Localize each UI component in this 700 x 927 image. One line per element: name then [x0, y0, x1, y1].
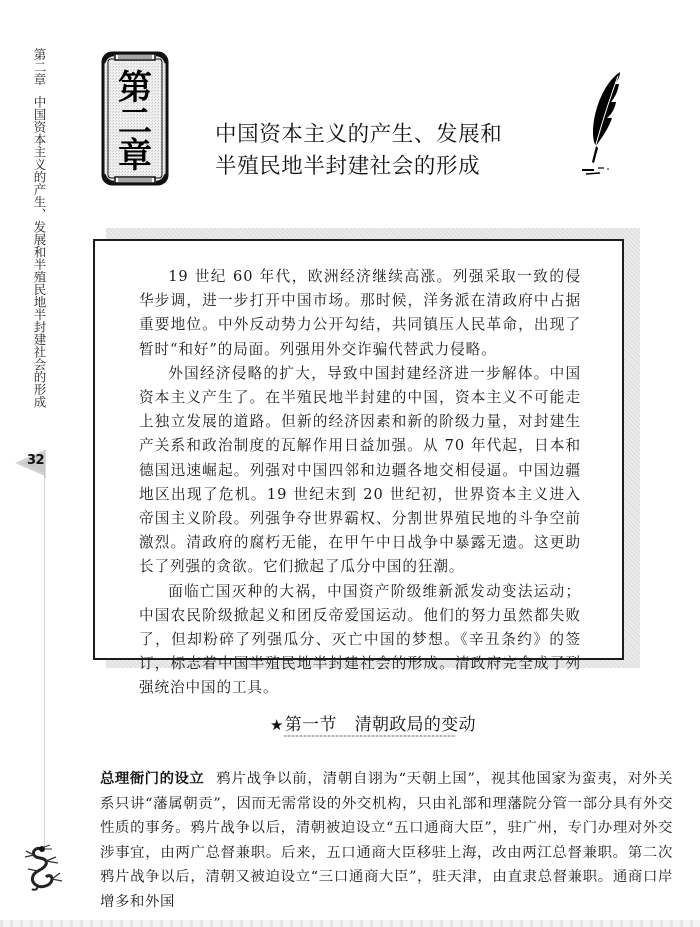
chapter-intro-text: [139, 265, 581, 701]
running-head: [30, 48, 46, 408]
chapter-badge-char-1: 第: [118, 68, 152, 108]
intro-paragraph: 面临亡国灭种的大祸，中国资产阶级维新派发动变法运动；中国农民阶级掀起义和团反帝爱国运动。他们的努力虽然都失败了，但却粉碎了列强瓜分、灭亡中国的梦想。《辛丑条约》的签订，标志着中国半殖民地半封建社会的形成。清政府完全成了列强统治中国的工具。: [139, 582, 581, 697]
chapter-badge: [101, 51, 169, 186]
intro-paragraph: 19 世纪 60 年代，欧洲经济继续高涨。列强采取一致的侵华步调，进一步打开中国市场。那时候，洋务派在清政府中占据重要地位。中外反动势力公开勾结，共同镇压人民革命，出现了暂时“和好”的局面。列强用外交诈骗代替武力侵略。: [139, 268, 581, 358]
subsection-lead-heading: 总理衙门的设立: [100, 771, 205, 787]
quill-pen-icon: [578, 70, 628, 180]
chapter-badge-label: [115, 68, 155, 176]
body-paragraph: [100, 767, 673, 915]
body-text: [100, 767, 673, 915]
running-head-title: 中国资本主义的产生、发展和半殖民地半封建社会的形成: [32, 95, 47, 408]
chapter-badge-char-2: 二: [118, 102, 152, 142]
section-underline-divider: [284, 735, 456, 737]
dragon-ornament-icon: [22, 843, 64, 893]
side-rule-divider: [44, 470, 45, 850]
running-head-chapter: 第二章: [32, 48, 47, 86]
intro-paragraph: 外国经济侵略的扩大，导致中国封建经济进一步解体。中国资本主义产生了。在半殖民地半封建的中国，资本主义不可能走上独立发展的道路。但新的经济因素和新的阶级力量，对封建生产关系和政治制度的瓦解作用日益加强。从 70 年代起，日本和德国迅速崛起。列强对中国四邻和边疆各地交相侵逼。中国边疆地区出现了危机。19 世纪末到 20 世纪初，世界资本主义进入帝国主义阶段。列强争夺世界霸权、分割世界殖民地的斗争空前激烈。清政府的腐朽无能，在甲午中日战争中暴露无遗。这更助长了列强的贪欲。它们掀起了瓜分中国的狂潮。: [139, 364, 581, 576]
star-icon: ★: [270, 716, 284, 734]
scan-edge-noise: [0, 920, 700, 927]
chapter-title-line-1: 中国资本主义的产生、发展和: [215, 122, 503, 147]
section-title: 清朝政局的变动: [354, 715, 476, 735]
chapter-badge-char-3: 章: [118, 136, 152, 176]
body-paragraph-text: 鸦片战争以前，清朝自诩为“天朝上国”，视其他国家为蛮夷，对外关系只讲“藩属朝贡”，因而无需常设的外交机构，只由礼部和理藩院分管一部分具有外交性质的事务。鸦片战争以后，清朝被迫设立“五口通商大臣”，驻广州，专门办理对外交涉事宜，由两广总督兼职。后来，五口通商大臣移驻上海，改由两江总督兼职。第二次鸦片战争以后，清朝又被迫设立“三口通商大臣”，驻天津，由直隶总督兼职。通商口岸增多和外国: [100, 771, 673, 910]
chapter-title-line-2: 半殖民地半封建社会的形成: [215, 154, 481, 179]
chapter-intro-box: [93, 239, 624, 697]
page-number: 32: [27, 453, 45, 468]
chapter-title: [215, 119, 502, 183]
section-heading: [270, 710, 476, 735]
section-number: 第一节: [284, 715, 337, 735]
